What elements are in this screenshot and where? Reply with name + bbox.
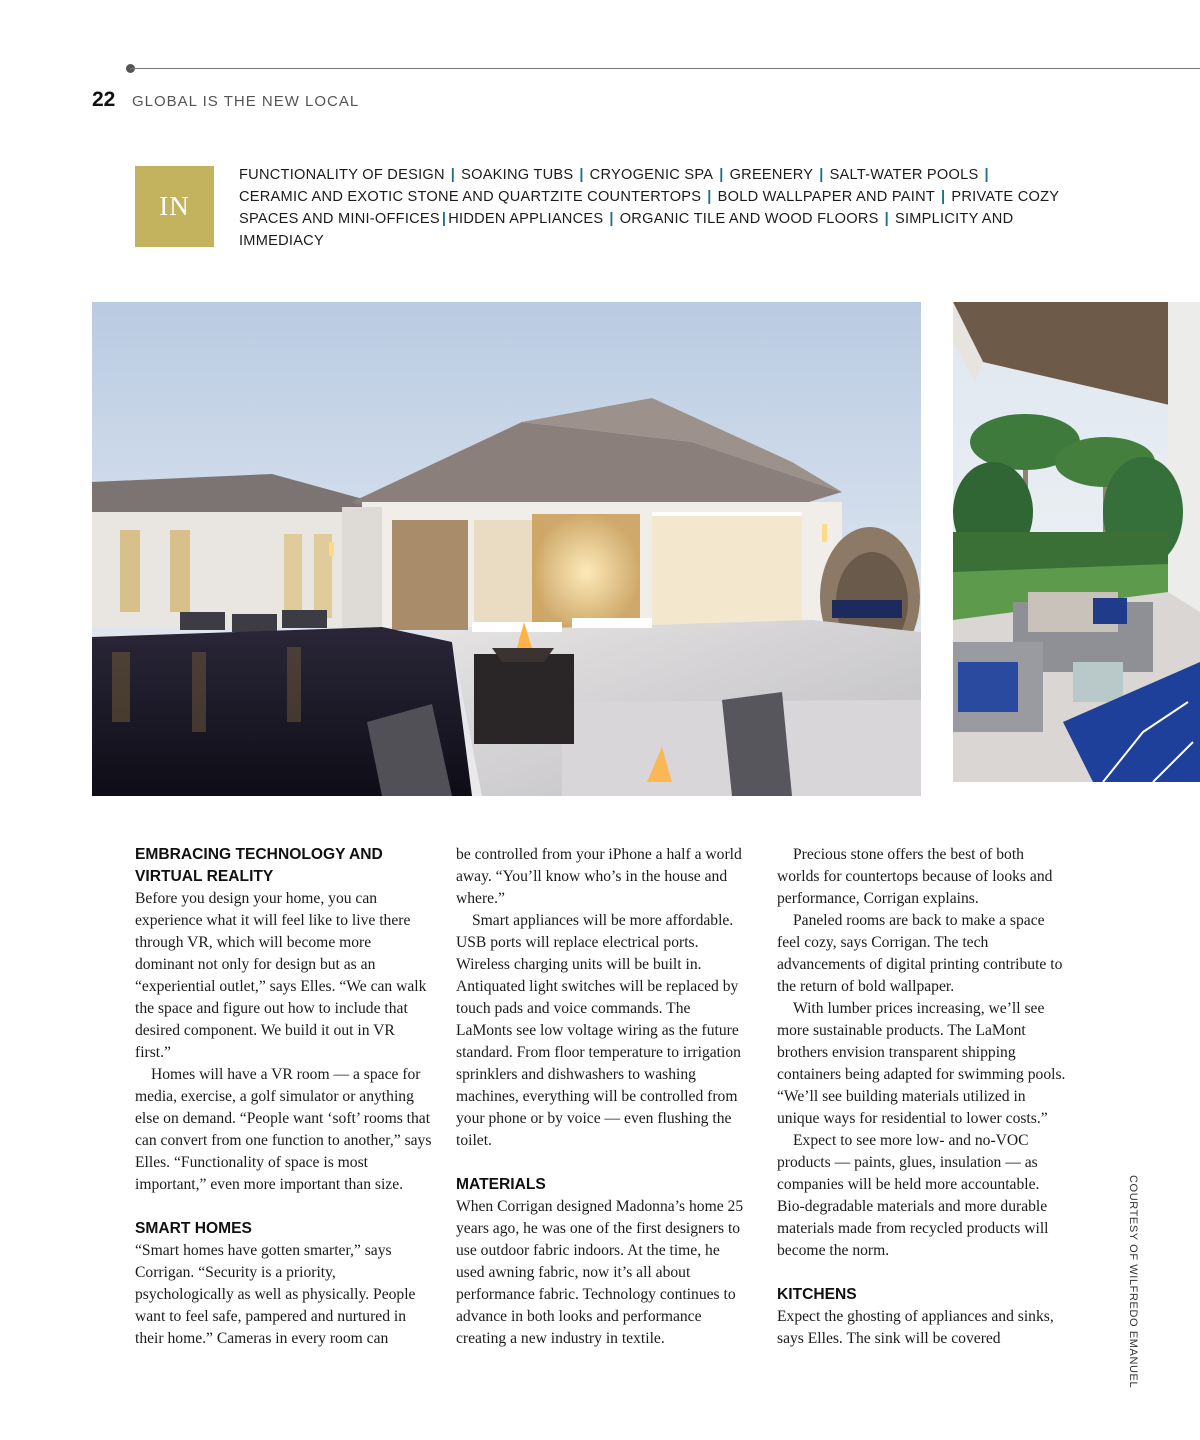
page-number: 22	[92, 88, 116, 111]
article-column-3	[777, 844, 1069, 1350]
trend-separator: |	[450, 167, 456, 183]
paragraph: Paneled rooms are back to make a space feel cozy, says Corrigan. The tech advancements of digital printing contribute to the return of bold wallpaper.	[777, 912, 1063, 995]
article-column-2	[456, 844, 746, 1350]
article-column-1	[135, 844, 433, 1350]
paragraph: “Smart homes have gotten smarter,” says Corrigan. “Security is a priority, psychologically as well as physically. People want to feel safe, pampered and nurtured in their home.” Cameras in every room can	[135, 1242, 416, 1347]
trend-separator: |	[707, 189, 712, 205]
section-title: GLOBAL IS THE NEW LOCAL	[132, 93, 360, 110]
trend-separator: |	[984, 167, 989, 183]
trend-separator: |	[819, 167, 824, 183]
trend-separator: |	[579, 167, 584, 183]
heading-materials: MATERIALS	[456, 1176, 546, 1193]
heading-smart-homes: SMART HOMES	[135, 1220, 252, 1237]
paragraph: Homes will have a VR room — a space for media, exercise, a golf simulator or anything else on demand. “People want ‘soft’ rooms that can convert from one function to another,” says Elles. “Functionality of space is most important,” even more important than size.	[135, 1066, 432, 1193]
photo-credit: COURTESY OF WILFREDO EMANUEL	[1127, 1175, 1139, 1389]
heading-technology-vr: EMBRACING TECHNOLOGY AND VIRTUAL REALITY	[135, 846, 383, 885]
paragraph: With lumber prices increasing, we’ll see more sustainable products. The LaMont brothers envision transparent shipping containers being adapted for swimming pools. “We’ll see building materials utilized in unique ways for residential to lower costs.”	[777, 1000, 1066, 1127]
trend-item: CERAMIC AND EXOTIC STONE AND QUARTZITE COUNTERTOPS	[239, 189, 702, 205]
paragraph: When Corrigan designed Madonna’s home 25 years ago, he was one of the first designers to use outdoor fabric indoors. At the time, he used awning fabric, now it’s all about performance fabric. Technology continues to advance in both looks and performance creating a new industry in textile.	[456, 1198, 744, 1347]
trend-separator: |	[609, 211, 614, 227]
trend-item: SALT-WATER POOLS	[829, 167, 979, 183]
photo-patio	[953, 302, 1200, 782]
trend-separator: |	[719, 167, 724, 183]
trend-item: SIMPLICITY AND IMMEDIACY	[239, 211, 1014, 249]
trend-item: FUNCTIONALITY OF DESIGN	[239, 167, 445, 183]
trends-list	[239, 164, 1069, 252]
paragraph: Expect to see more low- and no-VOC products — paints, glues, insulation — as companies will be held more accountable. Bio-degradable materials and more durable materials made from recycled products will become the norm.	[777, 1132, 1049, 1259]
trend-item: BOLD WALLPAPER AND PAINT	[717, 189, 936, 205]
header-rule	[130, 68, 1200, 69]
paragraph: be controlled from your iPhone a half a world away. “You’ll know who’s in the house and where.”	[456, 846, 742, 907]
trend-separator: |	[884, 211, 889, 227]
trend-item: HIDDEN APPLIANCES	[448, 211, 604, 227]
trend-item: GREENERY	[729, 167, 814, 183]
paragraph: Before you design your home, you can experience what it will feel like to live there through VR, which will become more dominant not only for design but as an “experiential outlet,” says Elles. “We can walk the space and figure out how to include that desired component. We build it out in VR first.”	[135, 890, 427, 1061]
photo-house-pool	[92, 302, 921, 796]
paragraph: Expect the ghosting of appliances and sinks, says Elles. The sink will be covered	[777, 1308, 1054, 1347]
in-badge: IN	[135, 166, 214, 247]
trend-item: PRIVATE COZY SPACES AND MINI-OFFICES	[239, 189, 1059, 227]
paragraph: Precious stone offers the best of both worlds for countertops because of looks and performance, Corrigan explains.	[777, 846, 1053, 907]
trend-item: CRYOGENIC SPA	[589, 167, 714, 183]
heading-kitchens: KITCHENS	[777, 1286, 857, 1303]
trend-item: ORGANIC TILE AND WOOD FLOORS	[619, 211, 879, 227]
trend-separator: |	[441, 211, 447, 227]
trend-item: SOAKING TUBS	[461, 167, 574, 183]
trend-separator: |	[941, 189, 946, 205]
paragraph: Smart appliances will be more affordable. USB ports will replace electrical ports. Wireless charging units will be built in. Antiquated light switches will be replaced by touch pads and voice commands. The LaMonts see low voltage wiring as the future standard. From floor temperature to irrigation sprinklers and dishwashers to washing machines, everything will be controlled from your phone or by voice — even flushing the toilet.	[456, 912, 741, 1149]
